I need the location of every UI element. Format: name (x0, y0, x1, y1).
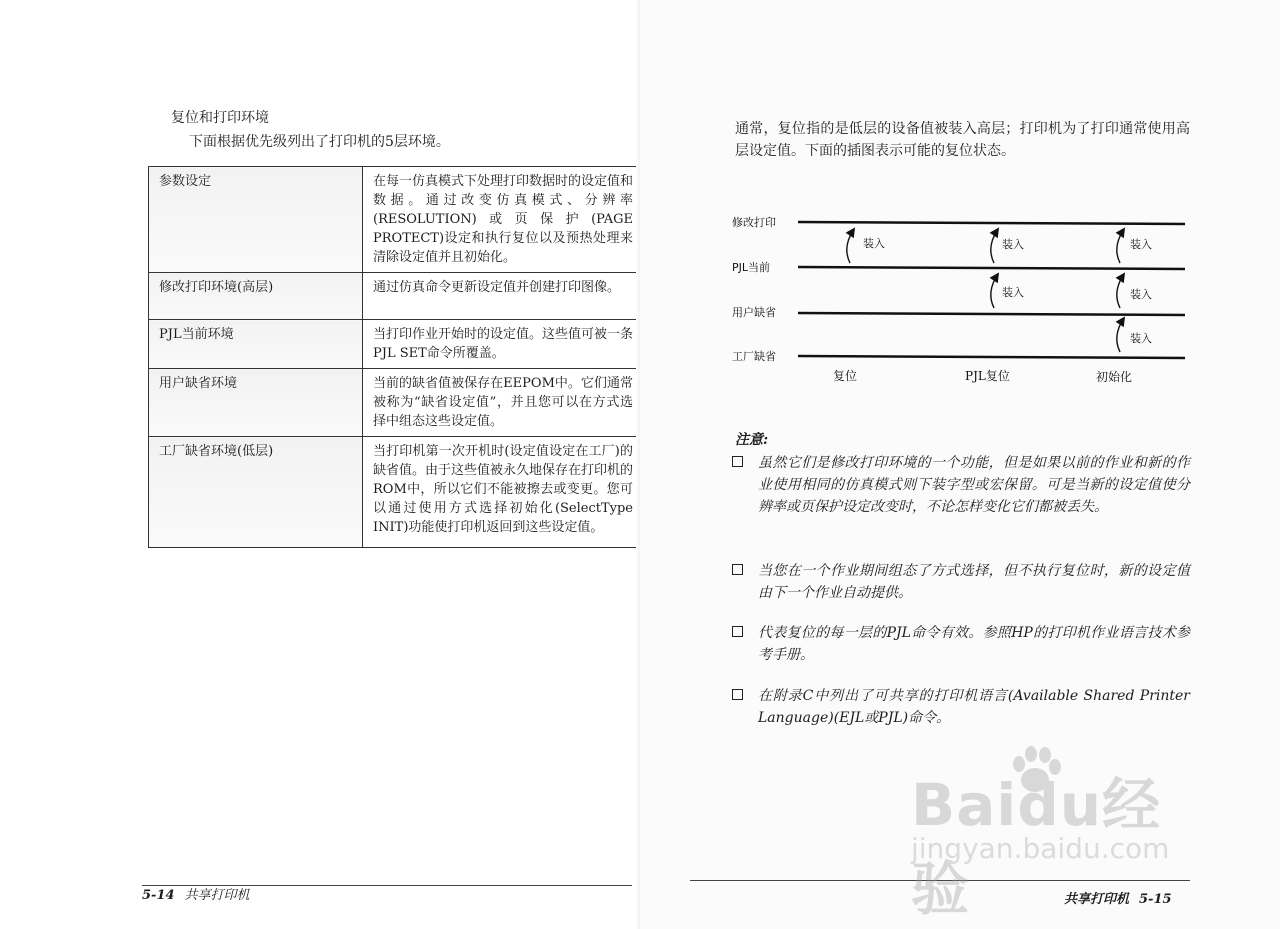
level-label-modified: 修改打印 (732, 216, 776, 229)
load-labels (863, 236, 1152, 345)
watermark-url: jingyan.baidu.com (911, 832, 1170, 865)
load-label: 装入 (863, 237, 885, 250)
env-desc: 在每一仿真模式下处理打印数据时的设定值和数据。通过改变仿真模式、分辨率(RESOLUTION)或页保护(PAGE PROTECT)设定和执行复位以及预热处理来清除设定值并且初始化。 (363, 167, 642, 273)
table-row (149, 437, 642, 548)
note-item (732, 622, 1190, 666)
checkbox-bullet-icon (732, 689, 743, 700)
env-name: 参数设定 (149, 167, 363, 273)
checkbox-bullet-icon (732, 626, 743, 637)
env-name: 修改打印环境(高层) (149, 273, 363, 320)
load-label: 装入 (1002, 238, 1024, 251)
column-label-reset: 复位 (833, 369, 858, 383)
note-title: 注意: (735, 432, 769, 448)
column-label-init: 初始化 (1096, 370, 1133, 384)
checkbox-bullet-icon (732, 564, 743, 575)
env-desc: 当打印作业开始时的设定值。这些值可被一条PJL SET命令所覆盖。 (363, 320, 642, 369)
table-row (149, 320, 642, 369)
section-intro: 下面根据优先级列出了打印机的5层环境。 (189, 134, 450, 150)
note-item (732, 685, 1190, 729)
footer-title-left: 共享打印机 (184, 888, 250, 903)
footer-left (142, 884, 250, 903)
note-text: 代表复位的每一层的PJL命令有效。参照HP的打印机作业语言技术参考手册。 (758, 625, 1190, 663)
env-desc: 通过仿真命令更新设定值并创建打印图像。 (363, 273, 642, 320)
load-label: 装入 (1002, 286, 1024, 299)
note-item (732, 560, 1190, 604)
load-label: 装入 (1130, 332, 1152, 345)
load-arrows (847, 229, 1124, 352)
page-number-left: 5-14 (142, 888, 175, 903)
checkbox-bullet-icon (732, 456, 743, 467)
env-name: 工厂缺省环境(低层) (149, 437, 363, 548)
reset-diagram (730, 205, 1200, 395)
level-label-user-default: 用户缺省 (732, 306, 776, 319)
right-intro: 通常，复位指的是低层的设备值被装入高层；打印机为了打印通常使用高层设定值。下面的插图表示可能的复位状态。 (735, 121, 1190, 159)
column-label-pjl-reset: PJL复位 (965, 369, 1010, 383)
table-row (149, 167, 642, 273)
note-text: 在附录C中列出了可共享的打印机语言(Available Shared Printer Language)(EJL或PJL)命令。 (758, 688, 1190, 726)
note-text: 当您在一个作业期间组态了方式选择，但不执行复位时，新的设定值由下一个作业自动提供。 (758, 563, 1190, 601)
section-title: 复位和打印环境 (171, 110, 269, 126)
env-desc: 当前的缺省值被保存在EEPOM中。它们通常被称为“缺省设定值”，并且您可以在方式选择中组态这些设定值。 (363, 369, 642, 437)
footer-title-right: 共享打印机 (1064, 892, 1130, 907)
page-number-right: 5-15 (1139, 892, 1172, 907)
level-label-pjl-current: PJL当前 (732, 261, 771, 274)
env-name: 用户缺省环境 (149, 369, 363, 437)
watermark-logo: Baidu经验 (911, 771, 1162, 923)
load-label: 装入 (1130, 288, 1152, 301)
load-label: 装入 (1130, 238, 1152, 251)
note-text: 虽然它们是修改打印环境的一个功能，但是如果以前的作业和新的作业使用相同的仿真模式则下装字型或宏保留。可是当新的设定值使分辨率或页保护设定改变时，不论怎样变化它们都被丢失。 (758, 455, 1190, 515)
env-name: PJL当前环境 (149, 320, 363, 369)
table-row (149, 273, 642, 320)
note-item (732, 452, 1190, 518)
level-label-factory-default: 工厂缺省 (732, 350, 776, 363)
environment-table (148, 166, 642, 548)
env-desc: 当打印机第一次开机时(设定值设定在工厂)的缺省值。由于这些值被永久地保存在打印机的ROM中，所以它们不能被擦去或变更。您可以通过使用方式选择初始化(SelectType INIT)功能使打印机返回到这些设定值。 (363, 437, 642, 548)
table-row (149, 369, 642, 437)
